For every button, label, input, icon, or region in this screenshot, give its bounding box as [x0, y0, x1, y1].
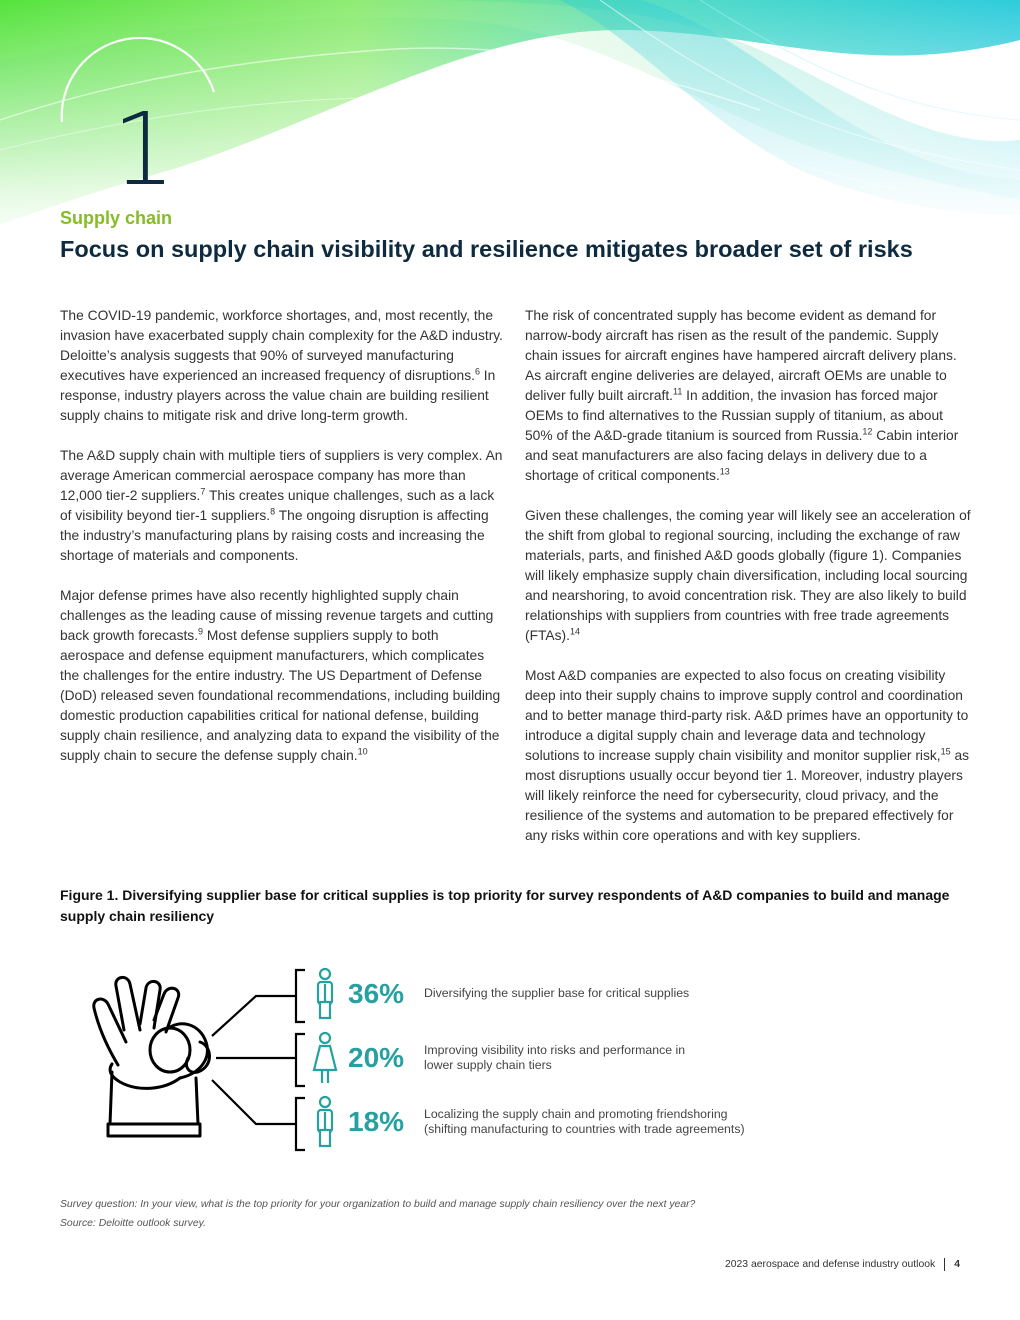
publication-name: 2023 aerospace and defense industry outlook [724, 1259, 936, 1270]
body-paragraph [60, 586, 506, 766]
page-title: Focus on supply chain visibility and resilience mitigates broader set of risks [60, 236, 913, 262]
figure-1-infographic [0, 950, 1020, 1160]
body-text: The A&D supply chain with multiple tiers of suppliers is very complex. An average American commercial aerospace company has more than 12,000 tier-2 suppliers. [60, 448, 503, 503]
hand-ok-gesture-icon [94, 977, 210, 1136]
person-icon [318, 969, 332, 1018]
survey-question-note: Survey question: In your view, what is the top priority for your organization to build and manage supply chain resiliency over the next year? [60, 1199, 696, 1210]
stat-percent-visibility: 20% [348, 1042, 405, 1073]
page-number: 4 [954, 1259, 960, 1270]
section-label: Supply chain [60, 208, 173, 228]
body-paragraph [525, 506, 971, 646]
body-text: Given these challenges, the coming year will likely see an acceleration of the shift from global to regional sourcing, including the exchange of raw materials, parts, and finished A&D goods globally (figure 1). Companies will likely emphasize supply chain diversification, including local sourcing and nearshoring, to avoid concentration risk. They are also likely to build relationships with suppliers from countries with free trade agreements (FTAs). [525, 508, 971, 643]
body-paragraph [525, 666, 971, 846]
body-text: In addition, the invasion has forced major OEMs to find alternatives to the Russian supply of titanium, as about 50% of the A&D-grade titanium is sourced from Russia. [525, 388, 943, 443]
stat-percent-diversifying: 36% [348, 978, 405, 1009]
footnote-ref: 8 [270, 506, 276, 517]
body-text: Major defense primes have also recently highlighted supply chain challenges as the leading cause of missing revenue targets and cutting back growth forecasts. [60, 588, 494, 643]
body-text: The COVID-19 pandemic, workforce shortages, and, most recently, the invasion have exacerbated supply chain complexity for the A&D industry. Deloitte’s analysis suggests that 90% of surveyed manufacturing executives have experienced an increased frequency of disruptions. [60, 308, 504, 383]
body-column-left [60, 306, 506, 786]
footnote-ref: 6 [474, 366, 480, 377]
footnote-ref: 13 [719, 466, 730, 477]
stat-label-visibility: Improving visibility into risks and performance in lower supply chain tiers [424, 1043, 686, 1072]
body-paragraph [60, 306, 506, 426]
footer-divider [944, 1258, 945, 1271]
stat-label-diversifying: Diversifying the supplier base for critical supplies [424, 986, 690, 1000]
body-text: In response, industry players across the value chain are building resilient supply chains to mitigate risk and drive long-term growth. [60, 368, 496, 423]
body-text: The risk of concentrated supply has become evident as demand for narrow-body aircraft has risen as the result of the pandemic. Supply chain issues for aircraft engines have hampered aircraft delivery plans. As aircraft engine deliveries are delayed, aircraft OEMs are unable to deliver fully built aircraft. [525, 308, 957, 403]
body-text: The ongoing disruption is affecting the industry’s manufacturing plans by raising costs and increasing the shortage of materials and components. [60, 508, 489, 563]
body-text: This creates unique challenges, such as a lack of visibility beyond tier-1 suppliers. [60, 488, 495, 523]
page-footer [725, 1258, 960, 1271]
footnote-ref: 9 [198, 626, 204, 637]
footnote-ref: 11 [673, 386, 683, 397]
figure-title: Figure 1. Diversifying supplier base for critical supplies is top priority for survey respondents of A&D companies to build and manage supply chain resiliency [60, 887, 950, 924]
person-icon [318, 1097, 332, 1146]
body-text: Most A&D companies are expected to also focus on creating visibility deep into their supply chains to improve supply control and coordination and to better manage third-party risk. A&D primes have an opportunity to introduce a digital supply chain and leverage data and technology solutions to increase supply chain visibility and monitor supplier risk, [525, 668, 969, 763]
footnote-ref: 7 [200, 486, 206, 497]
body-column-right [525, 306, 971, 866]
connector-lines [212, 970, 305, 1150]
body-text: Cabin interior and seat manufacturers are also facing delays in delivery due to a shortage of critical components. [525, 428, 959, 483]
footnote-ref: 14 [569, 626, 580, 637]
source-note: Source: Deloitte outlook survey. [60, 1218, 206, 1229]
body-text: as most disruptions usually occur beyond tier 1. Moreover, industry players will likely reinforce the need for cybersecurity, cloud privacy, and the resilience of the systems and automation to be prepared effectively for any risks within core operations and with key suppliers. [525, 748, 970, 843]
section-number: 1 [112, 91, 176, 208]
footnote-ref: 15 [940, 746, 951, 757]
body-paragraph [525, 306, 971, 486]
person-dress-icon [314, 1033, 336, 1083]
stat-percent-localizing: 18% [348, 1106, 405, 1137]
footnote-ref: 12 [862, 426, 873, 437]
stat-label-localizing: Localizing the supply chain and promoting friendshoring (shifting manufacturing to countries with trade agreements) [424, 1107, 745, 1136]
body-paragraph [60, 446, 506, 566]
footnote-ref: 10 [357, 746, 368, 757]
header-wave-graphic [0, 0, 1020, 240]
body-text: Most defense suppliers supply to both aerospace and defense equipment manufacturers, which complicates the challenges for the entire industry. The US Department of Defense (DoD) released seven foundational recommendations, including building domestic production capabilities critical for national defense, building supply chain resilience, and analyzing data to expand the visibility of the supply chain to secure the defense supply chain. [60, 628, 501, 763]
